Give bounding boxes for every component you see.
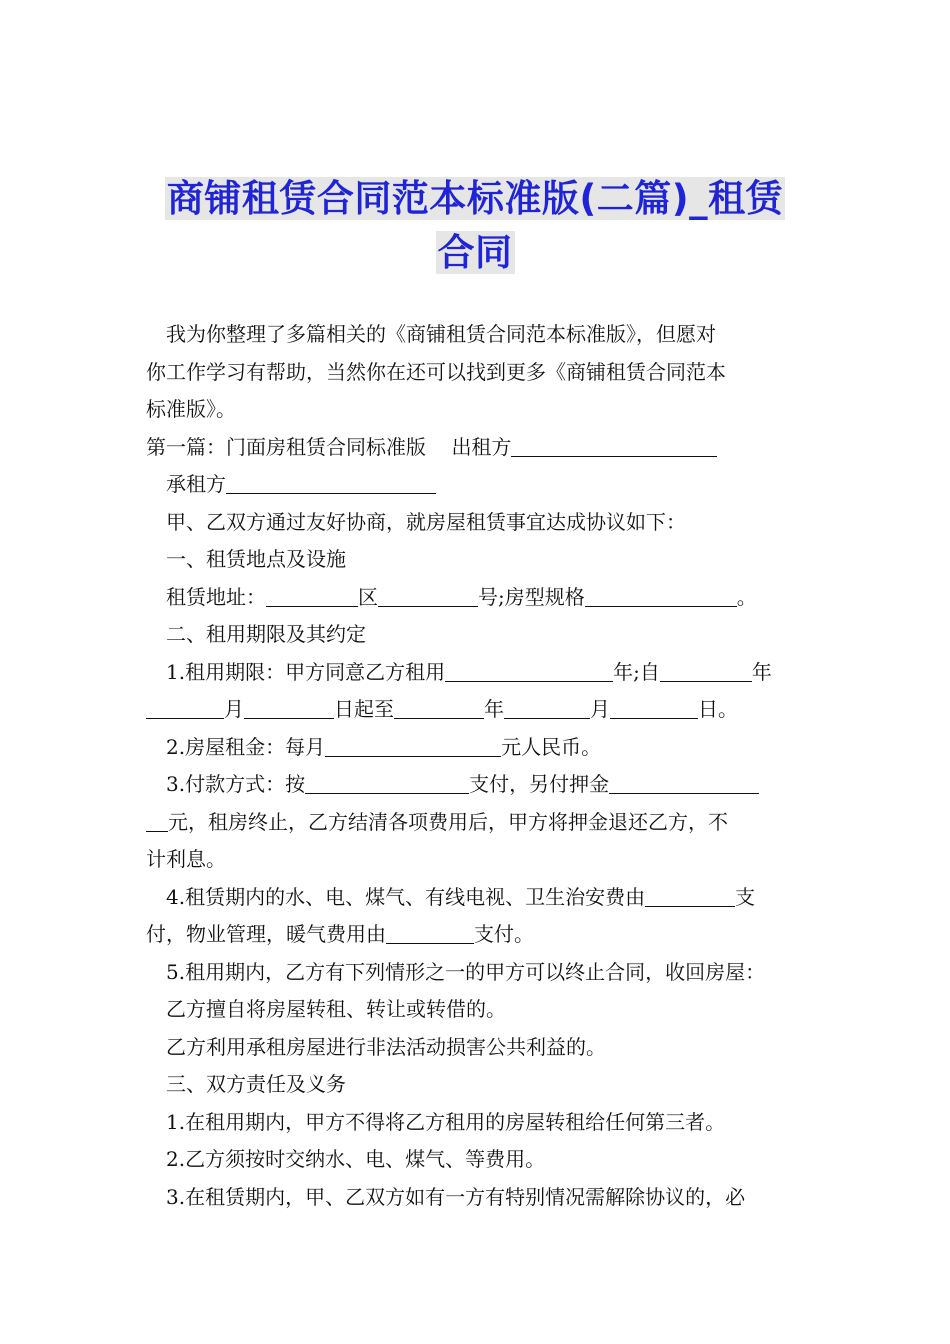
section2-heading: 二、租用期限及其约定 [166, 622, 366, 646]
fees-pay-1: 支 [735, 884, 756, 909]
district-blank [378, 584, 478, 607]
term-line-1 [146, 654, 826, 692]
term-month: 月 [224, 697, 244, 721]
lessee-label: 承租方 [166, 472, 226, 496]
rent-blank [325, 734, 501, 757]
lessee-blank [226, 471, 436, 494]
payment-line-1 [146, 766, 826, 804]
section3-item-3: 3.在租赁期内，甲、乙双方如有一方有特别情况需解除协议的，必 [166, 1184, 746, 1209]
terminate-case-2: 乙方利用承租房屋进行非法活动损害公共利益的。 [166, 1034, 606, 1059]
term-year-from: 年;自 [613, 659, 660, 684]
payment-line-2-text: 元，租房终止，乙方结清各项费用后，甲方将押金退还乙方，不 [168, 809, 728, 834]
fees-text-1: 4.租赁期内的水、电、煤气、有线电视、卫生治安费由 [166, 884, 646, 909]
rent-unit: 元人民币。 [501, 734, 602, 759]
number-label: 号;房型规格 [478, 584, 585, 609]
address-end: 。 [736, 584, 757, 609]
section3-item-1: 1.在租用期内，甲方不得将乙方租用的房屋转租给任何第三者。 [166, 1109, 726, 1134]
intro-line-1: 我为你整理了多篇相关的《商铺租赁合同范本标准版》，但愿对 [166, 322, 716, 346]
heating-payer-blank [386, 921, 474, 944]
fees-payer-blank [645, 884, 735, 907]
payment-label: 3.付款方式：按 [166, 772, 306, 796]
part1-heading: 第一篇：门面房租赁合同标准版 [146, 434, 426, 459]
address-blank [266, 584, 358, 607]
deposit-blank-cont [146, 809, 168, 832]
title-line-1: 商铺租赁合同范本标准版(二篇)_租赁 [166, 177, 784, 220]
term-label: 1.租用期限：甲方同意乙方租用 [166, 659, 446, 684]
document-body [146, 316, 826, 1216]
payment-method-blank [305, 771, 469, 794]
rent-line [146, 729, 826, 767]
term-year: 年 [751, 659, 772, 684]
term-month-2: 月 [590, 697, 610, 721]
payment-line-3: 计利息。 [146, 847, 226, 871]
section3-heading: 三、双方责任及义务 [166, 1072, 346, 1096]
start-day-blank [244, 696, 334, 719]
end-year-blank [394, 696, 484, 719]
start-month-blank [146, 696, 224, 719]
end-day-blank [610, 696, 698, 719]
terminate-line-1: 5.租用期内，乙方有下列情形之一的甲方可以终止合同，收回房屋： [166, 959, 766, 984]
term-day-end: 日。 [698, 697, 738, 721]
end-month-blank [504, 696, 590, 719]
fees-line-2 [146, 916, 826, 954]
fees-line-1 [146, 879, 826, 917]
payment-line-2 [146, 804, 826, 842]
section1-heading: 一、租赁地点及设施 [166, 547, 346, 571]
lessor-blank [511, 434, 717, 457]
payment-mid: 支付，另付押金 [469, 772, 610, 796]
term-line-2 [146, 691, 826, 729]
document-title [100, 172, 850, 280]
lessee-line [146, 466, 826, 504]
term-day-start: 日起至 [334, 697, 394, 721]
intro-line-3: 标准版》。 [146, 397, 236, 421]
fees-pay-2: 支付。 [474, 922, 534, 946]
fees-text-2: 付，物业管理，暖气费用由 [146, 922, 386, 946]
lessor-label: 出租方 [451, 434, 512, 459]
intro-line-2: 你工作学习有帮助，当然你在还可以找到更多《商铺租赁合同范本 [146, 359, 726, 384]
deposit-blank [609, 771, 759, 794]
start-year-blank [660, 659, 752, 682]
title-line-2: 合同 [437, 231, 513, 274]
section3-item-2: 2.乙方须按时交纳水、电、煤气、等费用。 [166, 1147, 546, 1171]
term-years-blank [445, 659, 613, 682]
terminate-case-1: 乙方擅自将房屋转租、转让或转借的。 [166, 997, 506, 1021]
term-year-2: 年 [484, 697, 504, 721]
part1-heading-line [146, 429, 826, 467]
address-label: 租赁地址： [166, 584, 266, 609]
rent-label: 2.房屋租金：每月 [166, 734, 326, 759]
room-type-blank [585, 584, 737, 607]
address-line [146, 579, 826, 617]
agreement-line: 甲、乙双方通过友好协商，就房屋租赁事宜达成协议如下： [166, 509, 686, 534]
district-label: 区 [358, 584, 378, 609]
